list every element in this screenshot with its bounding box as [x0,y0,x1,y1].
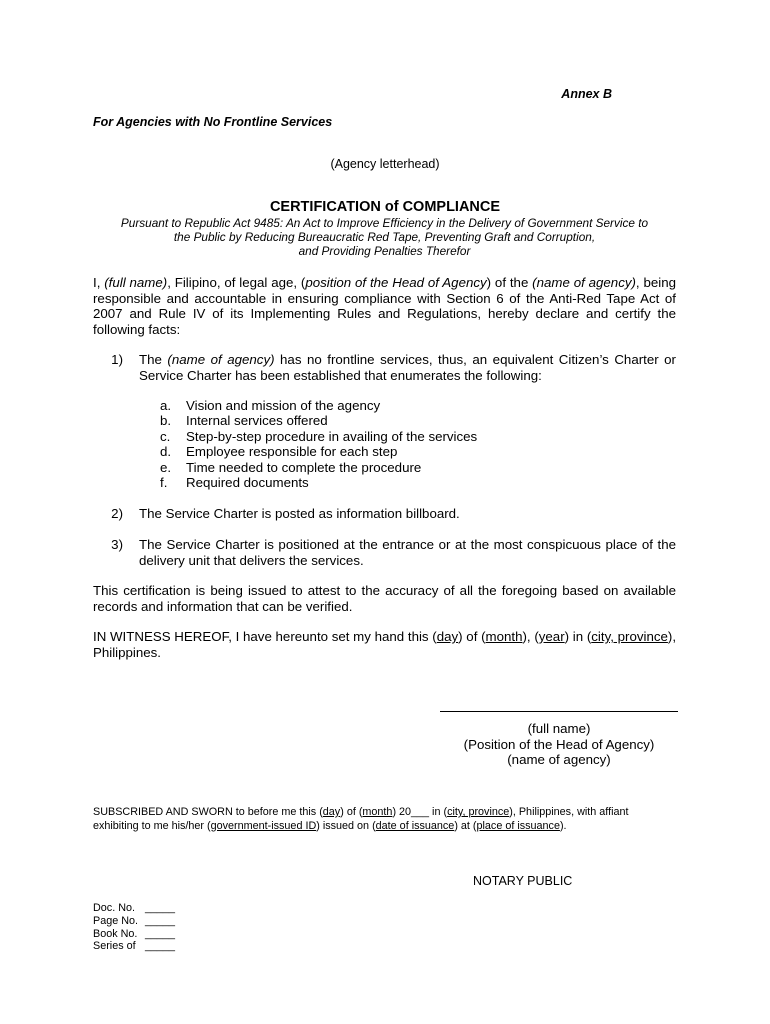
list-number: 1) [111,352,123,367]
intro-paragraph [93,275,676,337]
annex-label: Annex B [561,87,612,101]
intro-text: ) of the [486,275,533,290]
list-item [93,352,676,384]
sub-list-item: d. Employee responsible for each step [160,444,398,460]
intro-text: , Filipino, of legal age, ( [167,275,306,290]
list-number: 3) [111,537,123,552]
agency-letterhead: (Agency letterhead) [330,157,440,171]
list-item [93,506,676,522]
for-agencies-heading: For Agencies with No Frontline Services [93,115,333,129]
document-subtitle [93,216,676,258]
sub-list-item: c. Step-by-step procedure in availing of the services [160,428,478,444]
certification-paragraph: This certification is being issued to attest to the accuracy of all the foregoing based on available records and information that can be verified. [93,583,676,614]
witness-paragraph: IN WITNESS HEREOF, I have hereunto set my hand this (day) of (month), (year) in (city, province), Philippines. [93,629,677,660]
intro-text: , being responsible and accountable in ensuring compliance with Section 6 of the Anti-Red Tape Act of 2007 and Rule IV of its Implementing Rules and Regulations, hereby declare and certify the following facts: [93,275,676,337]
signature-line [440,711,678,712]
signatory-name: (full name) [527,721,591,736]
doc-info-row: Page No. _____ [93,914,176,927]
position-placeholder: position of the Head of Agency [305,275,487,290]
sub-list [160,398,560,490]
jurat-paragraph: SUBSCRIBED AND SWORN to before me this (day) of (month) 20___ in (city, province), Philippines, with affiant exhibiting to me his/her (government-issued ID) issued on (date of issuance) at (place of issuance). [93,806,629,832]
document-title: CERTIFICATION of COMPLIANCE [269,199,501,215]
notarial-register [93,902,175,953]
list-item-text: The (name of agency) has no frontline services, thus, an equivalent Citizen’s Charter or Service Charter has been established that enumerates the following: [139,352,676,383]
subtitle-line: and Providing Penalties Therefor [298,244,471,258]
subtitle-line: Pursuant to Republic Act 9485: An Act to Improve Efficiency in the Delivery of Government Service to [120,216,649,230]
sub-list-item: a. Vision and mission of the agency [160,398,381,413]
signatory-position: (Position of the Head of Agency) [463,736,655,752]
list-item-text: The Service Charter is posted as information billboard. [139,506,460,521]
day-placeholder: day [436,629,459,644]
list-item-text: The Service Charter is positioned at the entrance or at the most conspicuous place of the delivery unit that delivers the services. [139,537,676,568]
agency-placeholder: (name of agency) [532,275,636,290]
sub-list-item: b. Internal services offered [160,413,328,429]
list-number: 2) [111,506,123,521]
sub-list-item: e. Time needed to complete the procedure [160,459,422,475]
subtitle-line: the Public by Reducing Bureaucratic Red Tape, Preventing Graft and Corruption, [173,230,596,244]
list-item [93,537,676,569]
month-placeholder: month [485,629,523,644]
intro-text: I, [93,275,105,290]
signature-block [440,721,678,768]
doc-info-row: Book No. _____ [93,927,176,940]
notary-public-label: NOTARY PUBLIC [473,874,573,888]
doc-info-row: Series of _____ [93,940,176,953]
year-placeholder: year [538,629,565,644]
signatory-agency: (name of agency) [507,752,611,768]
sub-list-item: f. Required documents [160,475,309,491]
city-placeholder: city, province [591,629,668,644]
doc-info-row: Doc. No. _____ [93,902,176,914]
full-name-placeholder: (full name) [104,275,168,290]
